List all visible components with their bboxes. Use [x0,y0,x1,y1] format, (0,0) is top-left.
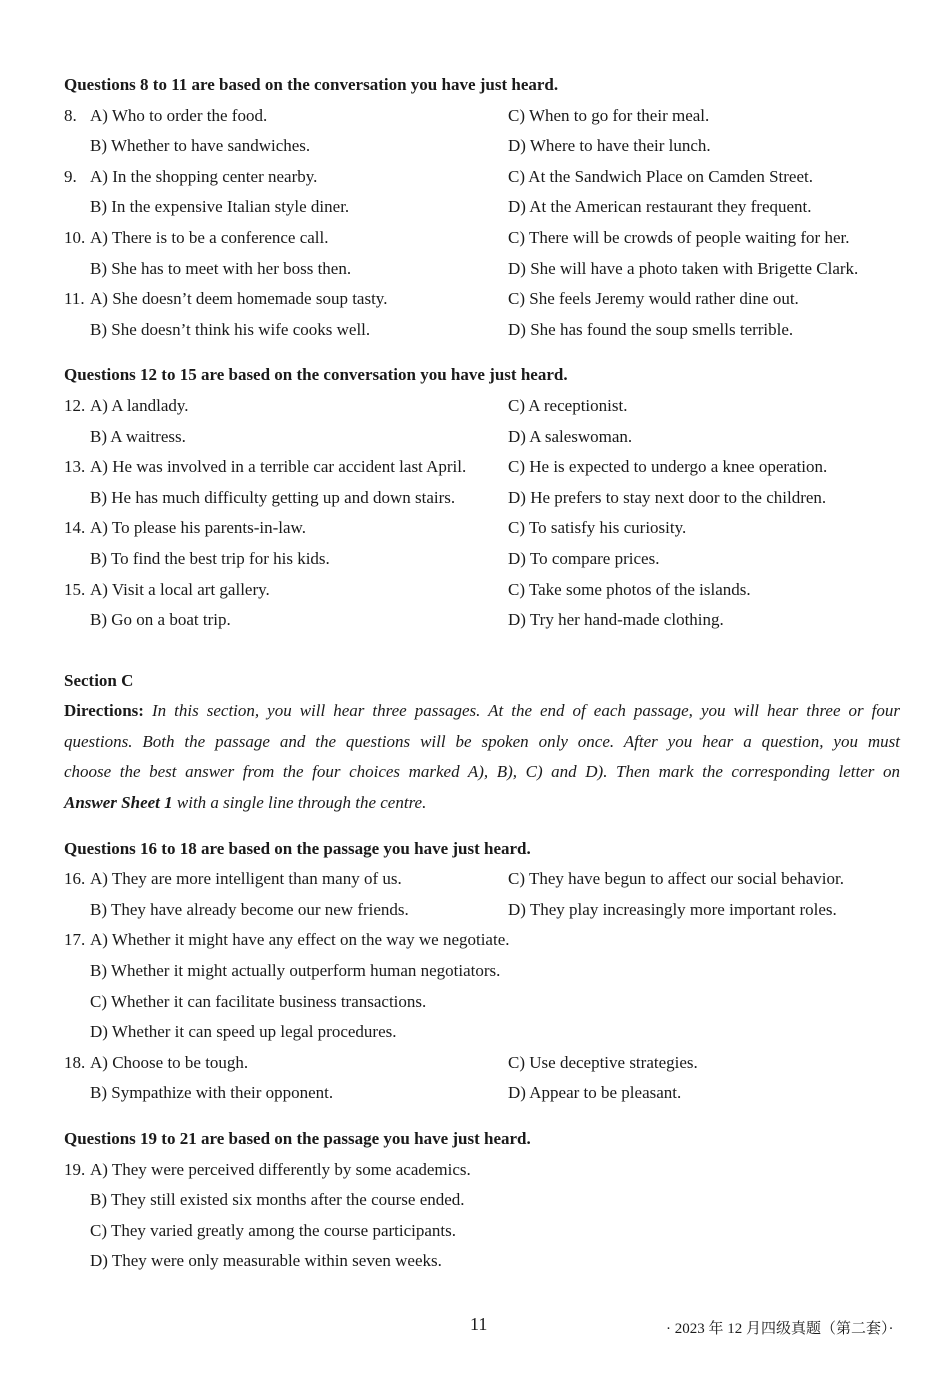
question-row [64,1216,900,1247]
answer-option: A) He was involved in a terrible car accident last April. [90,457,467,477]
answer-option: A) Choose to be tough. [90,1052,249,1072]
answer-option: B) She doesn’t think his wife cooks well. [90,319,371,339]
answer-option: B) They still existed six months after the course ended. [90,1190,465,1210]
answer-option: B) A waitress. [90,426,186,446]
answer-option: D) She has found the soup smells terrible. [508,319,794,339]
question-row [64,422,900,453]
answer-option: C) She feels Jeremy would rather dine out. [508,289,799,309]
answer-option: A) They are more intelligent than many of us. [90,869,402,889]
question-row [64,315,900,346]
question-row [64,192,900,223]
question-row [64,1246,900,1277]
question-number: 15. [64,579,86,599]
directions-line [64,727,900,758]
question-row [64,895,900,926]
question-row [64,101,900,132]
answer-option: C) To satisfy his curiosity. [508,518,687,538]
question-group-heading: Questions 16 to 18 are based on the passage you have just heard. [64,838,531,858]
answer-option: A) Who to order the food. [90,105,268,125]
question-row [64,162,900,193]
directions-line [64,696,900,727]
answer-option: D) Whether it can speed up legal procedures. [90,1022,397,1042]
question-row [64,605,900,636]
answer-option: C) When to go for their meal. [508,105,710,125]
question-group-heading: Questions 19 to 21 are based on the passage you have just heard. [64,1129,531,1148]
answer-option: A) Visit a local art gallery. [90,579,270,599]
directions-text: questions. Both the passage and the questions will be spoken only once. After you hear a question, you must [64,731,900,751]
question-group [64,1124,900,1277]
question-row [64,864,900,895]
question-row [64,575,900,606]
answer-option: D) At the American restaurant they frequent. [508,197,812,217]
directions-text: choose the best answer from the four choices marked A), B), C) and D). Then mark the corresponding letter on [64,762,900,782]
directions-line [64,757,900,788]
question-row [64,1185,900,1216]
answer-option: D) They were only measurable within seven weeks. [90,1251,442,1271]
question-number: 8. [64,105,77,125]
question-number: 11. [64,289,85,309]
question-number: 14. [64,518,86,538]
answer-option: C) They have begun to affect our social behavior. [508,869,844,889]
question-row [64,391,900,422]
question-row [64,987,900,1018]
answer-option: D) Where to have their lunch. [508,136,711,156]
answer-option: B) In the expensive Italian style diner. [90,197,350,217]
question-row [64,483,900,514]
directions-text: In this section, you will hear three passages. At the end of each passage, you will hear three or four [151,701,901,721]
answer-option: C) Take some photos of the islands. [508,579,751,599]
answer-option: A) She doesn’t deem homemade soup tasty. [90,289,388,309]
exam-page-content [64,70,900,1277]
question-group-heading: Questions 12 to 15 are based on the conversation you have just heard. [64,365,568,385]
directions-label: Directions: [64,701,144,721]
question-number: 9. [64,166,77,186]
answer-option: C) Use deceptive strategies. [508,1052,698,1072]
question-number: 17. [64,930,86,950]
answer-option: A) In the shopping center nearby. [90,166,318,186]
answer-option: D) Try her hand-made clothing. [508,610,724,630]
question-row [64,544,900,575]
section-c-title: Section C [64,670,134,690]
directions-text: with a single line through the centre. [172,793,427,813]
question-number: 13. [64,457,86,477]
question-row [64,284,900,315]
answer-option: C) He is expected to undergo a knee operation. [508,457,828,477]
answer-option: B) Sympathize with their opponent. [90,1083,334,1103]
answer-option: D) She will have a photo taken with Brigette Clark. [508,258,859,278]
answer-option: B) She has to meet with her boss then. [90,258,352,278]
question-row [64,1155,900,1186]
answer-option: B) Whether it might actually outperform human negotiators. [90,961,501,981]
answer-option: D) To compare prices. [508,548,660,568]
question-group-heading: Questions 8 to 11 are based on the conversation you have just heard. [64,75,559,94]
question-number: 16. [64,869,86,889]
question-row [64,223,900,254]
question-group [64,70,900,345]
answer-option: C) They varied greatly among the course participants. [90,1220,457,1240]
question-number: 10. [64,227,86,247]
page-number: 11 [470,1314,488,1334]
answer-option: A) They were perceived differently by some academics. [90,1159,471,1179]
question-row [64,1048,900,1079]
answer-option: C) There will be crowds of people waiting for her. [508,227,850,247]
question-number: 19. [64,1159,86,1179]
answer-option: A) Whether it might have any effect on the way we negotiate. [90,930,510,950]
question-number: 18. [64,1052,86,1072]
answer-option: D) Appear to be pleasant. [508,1083,682,1103]
question-row [64,925,900,956]
question-group [64,834,900,1109]
answer-option: D) A saleswoman. [508,426,633,446]
question-row [64,131,900,162]
question-group [64,360,900,635]
answer-option: B) To find the best trip for his kids. [90,548,330,568]
question-row [64,254,900,285]
answer-option: A) To please his parents-in-law. [90,518,306,538]
answer-option: B) Whether to have sandwiches. [90,136,311,156]
answer-option: A) There is to be a conference call. [90,227,329,247]
question-number: 12. [64,395,86,415]
answer-option: C) Whether it can facilitate business transactions. [90,991,427,1011]
answer-option: C) A receptionist. [508,395,628,415]
answer-option: D) They play increasingly more important roles. [508,899,837,919]
answer-option: D) He prefers to stay next door to the children. [508,487,827,507]
question-row [64,513,900,544]
question-row [64,956,900,987]
question-row [64,1078,900,1109]
question-row [64,452,900,483]
answer-option: B) Go on a boat trip. [90,610,231,630]
exam-label: · 2023 年 12 月四级真题（第二套）· [666,1321,894,1337]
answer-sheet-label: Answer Sheet 1 [64,793,173,813]
answer-option: B) He has much difficulty getting up and down stairs. [90,487,456,507]
answer-option: C) At the Sandwich Place on Camden Street. [508,166,813,186]
question-row [64,1017,900,1048]
answer-option: B) They have already become our new friends. [90,899,409,919]
answer-option: A) A landlady. [90,395,189,415]
directions-line [64,788,900,819]
